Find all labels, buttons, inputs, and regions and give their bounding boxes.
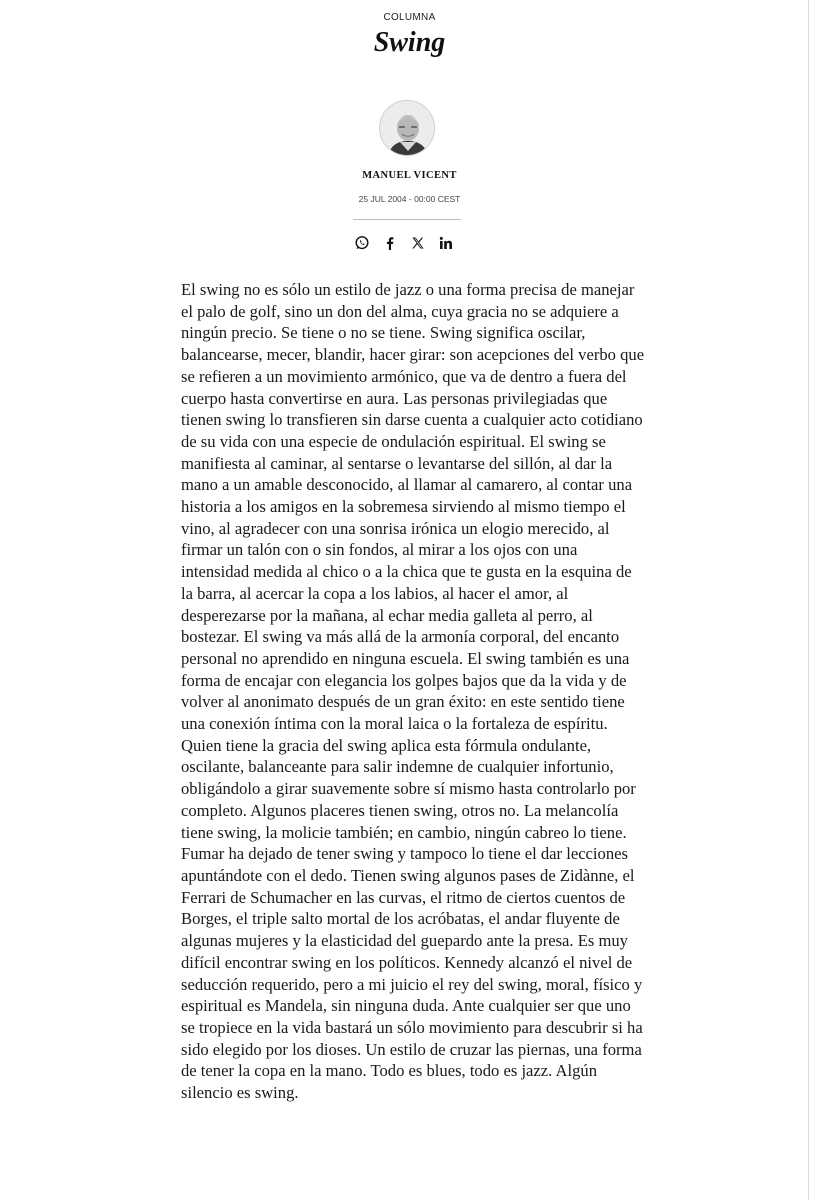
article-paragraph: El swing no es sólo un estilo de jazz o una forma precisa de manejar el palo de golf, sino un don del alma, cuya gracia no se adquiere a ningún precio. Se tiene o no se tiene. Swing significa oscilar, balancearse, mecer, blandir, hacer girar: son acepciones del verbo que se refieren a un movimiento armónico, que va de dentro a fuera del cuerpo hasta convertirse en aura. Las personas privilegiadas que tienen swing lo transfieren sin darse cuenta a cualquier acto cotidiano de su vida con una especie de ondulación espiritual. El swing se manifiesta al caminar, al sentarse o levantarse del sillón, al dar la mano a un amable desconocido, al llamar al camarero, al contar una historia a los amigos en la sobremesa sirviendo al mismo tiempo el vino, al agradecer con una sonrisa irónica un elogio merecido, al firmar un talón con o sin fondos, al mirar a los ojos con una intensidad medida al chico o a la chica que te gusta en la esquina de la barra, al acercar la copa a los labios, al hacer el amor, al desperezarse por la mañana, al echar media galleta al perro, al bostezar. El swing va más allá de la armonía corporal, del encanto personal no aprendido en ninguna escuela. El swing también es una forma de encajar con elegancia los golpes bajos que da la vida y de volver al anonimato después de un gran éxito: en este sentido tiene una conexión íntima con la moral laica o la fortaleza de espíritu. Quien tiene la gracia del swing aplica esta fórmula ondulante, oscilante, balanceante para salir indemne de cualquier infortunio, obligándolo a girar suavemente sobre sí mismo hasta controlarlo por completo. Algunos placeres tienen swing, otros no. La melancolía tiene swing, la molicie también; en cambio, ningún cabreo lo tiene. Fumar ha dejado de tener swing y tampoco lo tiene el dar lecciones apuntándote con el dedo. Tienen swing algunos pases de Zidànne, el Ferrari de Schumacher en las curvas, el ritmo de ciertos cuentos de Borges, el triple salto mortal de los acróbatas, el andar fluyente de algunas mujeres y la elasticidad del guepardo ante la presa. Es muy difícil encontrar swing en los políticos. Kennedy alcanzó el nivel de seducción requerido, pero a mi juicio el rey del swing, moral, físico y espiritual es Mandela, sin ninguna duda. Ante cualquier ser que uno se tropiece en la vida bastará un sólo movimiento para descubrir si ha sido elegido por los dioses. Un estilo de cruzar las piernas, una forma de tener la copa en la mano. Todo es blues, todo es jazz. Algún silencio es swing. [181,280,645,1103]
x-icon [410,235,426,251]
article-title: Swing [373,27,446,58]
publish-date: 25 JUL 2004 - 00:00 CEST [358,194,461,204]
share-bar [351,232,457,256]
share-x-button[interactable] [407,232,429,254]
share-linkedin-button[interactable] [435,232,457,254]
facebook-icon [382,235,398,251]
linkedin-icon [438,235,454,251]
article-header [0,11,819,60]
share-facebook-button[interactable] [379,232,401,254]
author-avatar[interactable] [379,100,435,156]
share-whatsapp-button[interactable] [351,232,373,254]
section-label[interactable]: COLUMNA [383,12,436,23]
article-body [181,279,645,1104]
divider [353,219,461,220]
author-portrait [380,101,435,156]
author-name[interactable]: MANUEL VICENT [362,170,457,181]
whatsapp-icon [354,235,370,251]
